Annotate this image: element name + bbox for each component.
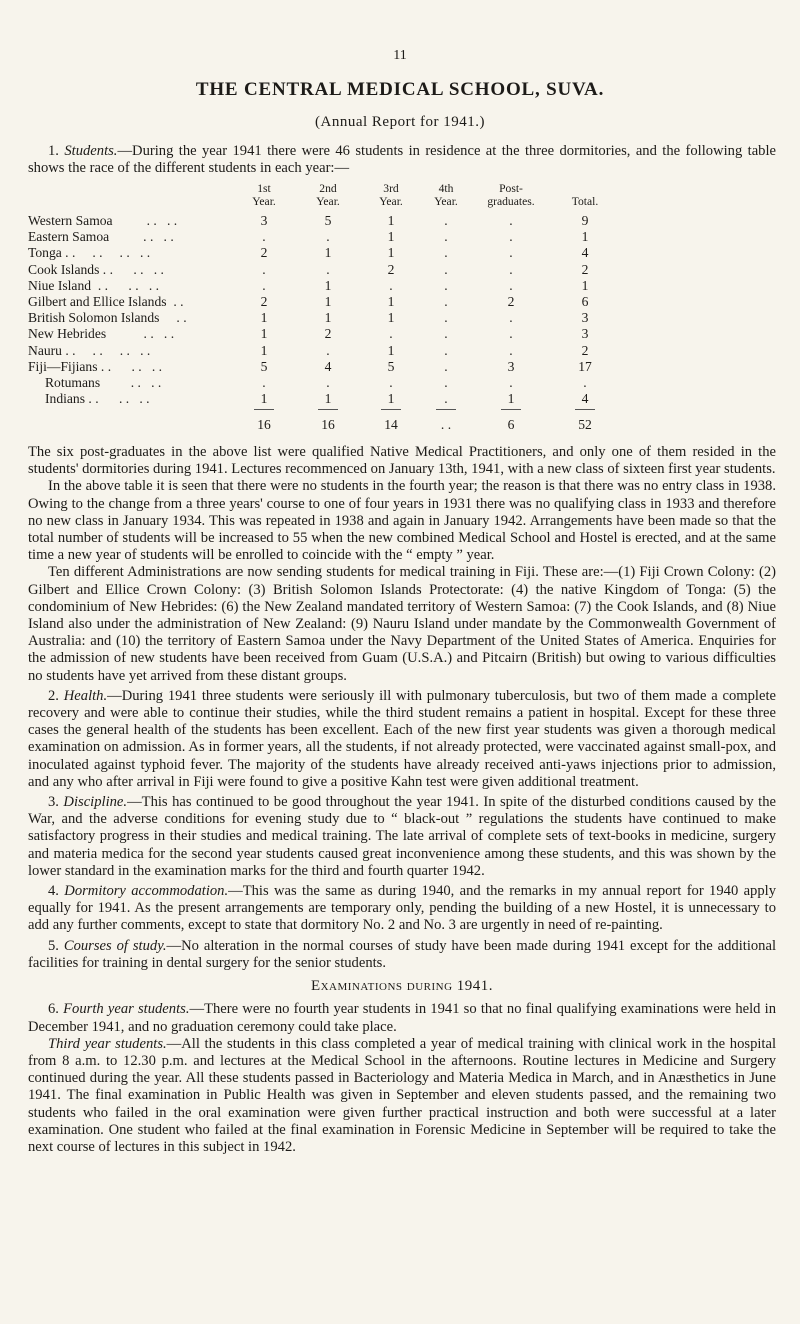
table-cell: 6 (581, 294, 589, 309)
table-cell: 2 (581, 342, 589, 358)
table-header-line (561, 182, 609, 195)
section-number: 6. (48, 1001, 64, 1018)
paragraph-text: —All the students in this class completed a year of medical training with clinical work in the hospital from 8 a.m. to 12.30 p.m. and lectures at the Medical School in the afternoons. Routine lectures in Medicine and Surgery continued during the year. All these students passed in Bacteriology and Materia Medica in March, and in Anæsthetics in June 1941. The final examination in Public Health was given in September and eleven students passed, and the remaining two students who failed in the oral examination were given further practical instruction and both were successful at a later examination. One student who failed at the final examination in Forensic Medicine in September will be required to take the next course of lectures in this subject in 1942. (28, 1035, 777, 1155)
table-cell: . (509, 277, 513, 293)
table-total-rule (501, 409, 521, 410)
table-cell: 1 (507, 391, 515, 407)
table-row (28, 391, 776, 408)
paragraph (28, 938, 776, 972)
table-header-line: 1st (257, 182, 271, 195)
section-heading: Dormitory accommodation. (64, 883, 229, 900)
intro-heading: Students. (64, 143, 118, 159)
table-cell: 3 (507, 358, 515, 374)
section-number: 2. (48, 687, 64, 704)
table-cell: 1 (324, 391, 332, 407)
table-cell: . (583, 375, 587, 390)
table-cell: 4 (324, 358, 332, 374)
section-number: 3. (48, 794, 64, 811)
paragraph (28, 883, 776, 935)
table-cell: 1 (324, 310, 332, 326)
table-cell: 1 (260, 326, 268, 342)
table-row (28, 229, 776, 246)
table-header-line: 4th (438, 182, 454, 195)
table-cell: . (444, 326, 448, 342)
table-cell: 1 (581, 229, 589, 245)
table-cell: 1 (324, 294, 332, 309)
table-row-label: Rotumans . . . . (28, 375, 162, 390)
table-cell: . (262, 261, 266, 277)
section-heading: Discipline. (63, 794, 128, 811)
table-row-label: Fiji—Fijians . . . . . . (28, 358, 163, 374)
table-row-label: Indians . . . . . . (28, 391, 150, 407)
table-row (28, 278, 776, 295)
table-total-rule (436, 409, 456, 410)
section-heading: Health. (63, 687, 108, 704)
exam-heading: Examinations during 1941. (310, 978, 494, 995)
page-number: 11 (393, 48, 407, 63)
table-header (561, 182, 609, 208)
table-cell: 1 (324, 277, 332, 293)
table-cell: . (509, 310, 513, 326)
table-cell: . (389, 375, 393, 390)
table-row (28, 245, 776, 262)
table-header-line: Post- (499, 182, 523, 195)
table-header (480, 182, 542, 208)
table-header-line: Total. (571, 195, 599, 208)
table-header-line: 2nd (319, 182, 337, 195)
table-row (28, 310, 776, 327)
table-header (426, 182, 466, 208)
table-cell: 1 (387, 310, 395, 326)
table-cell: . (326, 229, 330, 245)
table-row-label: Tonga . . . . . . . . (28, 245, 151, 261)
table-cell: . (326, 261, 330, 277)
table-row-label: Cook Islands . . . . . . (28, 261, 164, 277)
table-total-rule (318, 409, 338, 410)
paragraph (28, 688, 776, 791)
table-cell: . (389, 277, 393, 293)
table-cell: . (444, 342, 448, 358)
table-cell: 2 (507, 294, 515, 309)
table-cell: . (444, 245, 448, 261)
table-row (28, 326, 776, 343)
table-cell: 3 (581, 310, 589, 326)
table-cell: 4 (581, 391, 589, 407)
table-header-line: Year. (316, 195, 340, 208)
body-text (28, 444, 776, 1156)
table-total-rule (254, 409, 274, 410)
table-cell: 1 (387, 391, 395, 407)
table-row (28, 359, 776, 376)
table-header (244, 182, 284, 208)
table-header-line: graduates. (487, 195, 535, 208)
section-heading: Courses of study. (63, 937, 167, 954)
table-cell: 1 (387, 229, 395, 245)
table-cell: 1 (387, 213, 395, 228)
paragraph-text: In the above table it is seen that there were no students in the fourth year; the reason is that there was no entry class in 1938. Owing to the change from a three years' course to one of four years in 1931 there was no qualifying class in 1933 and therefore no new class in January 1934. This was repeated in 1938 and again in January 1942. Arrangements have been made so that the total number of students will be increased to 55 when the new combined Medical School and Hostel is erected, and at the same time a new year of students will be enrolled to coincide with the “ empty ” year. (28, 478, 776, 564)
table-cell: . (509, 326, 513, 342)
table-cell: 1 (260, 310, 268, 326)
paragraph-text: The six post-graduates in the above list were qualified Native Medical Practitioners, and only one of them resided in the students' dormitories during 1941. Lectures recommenced on January 13th, 1941, with a new class of sixteen first year students. (28, 444, 776, 478)
table-cell: . (389, 326, 393, 342)
table-cell: . (262, 229, 266, 245)
table-header-line: Year. (434, 195, 458, 208)
table-cell: . (326, 342, 330, 358)
paragraph-text: —There were no fourth year students in 1941 so that no final qualifying examinations were held in December 1941, and no graduation ceremony could take place. (28, 1001, 776, 1035)
table-cell: . (509, 261, 513, 277)
report-title: THE CENTRAL MEDICAL SCHOOL, SUVA. (195, 79, 605, 100)
paragraph (28, 564, 776, 684)
table-totals-row (28, 417, 776, 434)
table-cell: 5 (324, 213, 332, 228)
table-cell: . (326, 375, 330, 390)
table-cell: . (444, 310, 448, 326)
section-heading: Fourth year students. (63, 1001, 190, 1018)
table-row-label: Gilbert and Ellice Islands . . (28, 294, 184, 309)
table-row (28, 262, 776, 279)
paragraph (28, 1001, 776, 1035)
table-header-line: Year. (379, 195, 403, 208)
paragraph (28, 1036, 776, 1156)
table-cell: . (444, 277, 448, 293)
table-cell: . (509, 213, 513, 228)
table-cell: . (509, 375, 513, 390)
paragraph (28, 478, 776, 564)
table-header (308, 182, 348, 208)
table-row (28, 213, 776, 230)
table-cell: 2 (581, 261, 589, 277)
table-cell: 2 (260, 245, 268, 261)
intro-text: —During the year 1941 there were 46 students in residence at the three dormitories, and the following table shows the race of the different students in each year:— (28, 143, 776, 176)
table-cell: 5 (260, 358, 268, 374)
paragraph-text: —This has continued to be good throughout the year 1941. In spite of the disturbed conditions caused by the War, and the adverse conditions for evening study due to “ black-out ” regulations the students have continued to make satisfactory progress in their studies and medical training. The late arrival of complete sets of text-books in medicine, surgery and materia medica for the second year students caused great inconvenience among these students, and this was shown by the lower standard in the examination marks for the third and fourth quarter 1942. (28, 794, 777, 879)
table-cell: 1 (260, 391, 268, 407)
table-total-rule (575, 409, 595, 410)
paragraph (28, 444, 776, 478)
paragraph-text: —No alteration in the normal courses of study have been made during 1941 except for the additional facilities for training in dental surgery for the senior students. (28, 937, 776, 971)
intro-paragraph (28, 143, 776, 177)
table-header (371, 182, 411, 208)
section-number: 5. (48, 937, 64, 954)
table-cell: 5 (387, 358, 395, 374)
table-header-line: Year. (252, 195, 276, 208)
table-row-label: Nauru . . . . . . . . (28, 342, 151, 358)
table-cell: . (444, 375, 448, 390)
table-cell: 1 (324, 245, 332, 261)
table-cell: . (444, 358, 448, 374)
table-row (28, 343, 776, 360)
section-number: 4. (48, 883, 65, 900)
table-total-cell: 6 (507, 417, 515, 433)
table-row (28, 375, 776, 392)
table-total-cell: 16 (257, 417, 271, 433)
table-cell: . (444, 391, 448, 407)
table-total-rule (381, 409, 401, 410)
table-row-label: Western Samoa . . . . (28, 213, 178, 228)
table-cell: . (444, 294, 448, 309)
table-cell: . (509, 245, 513, 261)
table-cell: 9 (581, 213, 589, 228)
table-total-cell: 16 (321, 417, 335, 433)
table-cell: 4 (581, 245, 589, 261)
table-cell: 1 (387, 342, 395, 358)
table-cell: . (444, 261, 448, 277)
table-total-cell: 52 (578, 417, 592, 433)
table-cell: . (262, 277, 266, 293)
table-cell: 1 (387, 245, 395, 261)
table-row (28, 294, 776, 311)
intro-number: 1. (48, 143, 65, 159)
table-row-label: Eastern Samoa . . . . (28, 229, 174, 245)
table-row-label: New Hebrides . . . . (28, 326, 175, 342)
table-cell: . (509, 342, 513, 358)
table-cell: 1 (387, 294, 395, 309)
paragraph-text: Ten different Administrations are now sending students for medical training in Fiji. These are:—(1) Fiji Crown Colony: (2) Gilbert and Ellice Crown Colony: (3) British Solomon Islands Protectorate: (4) the native Kingdom of Tonga: (5) the condominium of New Hebrides: (6) the New Zealand mandated territory of Western Samoa: (7) the Cook Islands, and (8) Niue Island also under the administration of New Zealand: (9) Nauru Island under mandate by the Commonwealth Government of Australia: and (10) the territory of Eastern Samoa under the Navy Department of the United States of America. Enquiries for the admission of new students have been received from Guam (U.S.A.) and Pitcairn (British) but owing to various difficulties no students have yet arrived from these distant groups. (28, 564, 776, 684)
paragraph (28, 794, 776, 880)
table-total-cell: 14 (384, 417, 398, 433)
paragraph-text: —This was the same as during 1940, and the remarks in my annual report for 1940 apply equally for 1941. As the present arrangements are temporary only, pending the building of a new Hostel, it is unnecessary to add any further comments, except to state that dormitory No. 2 and No. 3 are urgently in need of re-painting. (28, 883, 777, 934)
table-cell: 17 (578, 358, 592, 374)
table-cell: 2 (260, 294, 268, 309)
section-heading: Third year students. (48, 1035, 167, 1052)
table-cell: 2 (387, 261, 395, 277)
table-cell: 2 (324, 326, 332, 342)
table-cell: . (509, 229, 513, 245)
table-cell: . (444, 229, 448, 245)
table-cell: . (444, 213, 448, 228)
paragraph-text: —During 1941 three students were seriously ill with pulmonary tuberculosis, but two of them made a complete recovery and were able to continue their studies, while the third student remains a patient in hospital. Except for these three cases the general health of the students has been excellent. Each of the new first year students was given a thorough medical examination on admission. As in former years, all the students, if not already protected, were vaccinated against small-pox, and inoculated against typhoid fever. The majority of the students have already received anti-yaws injections prior to admission, and any who after arrival in Fiji were found to give a positive Kahn test were given additional treatment. (28, 687, 776, 790)
report-subtitle: (Annual Report for 1941.) (315, 114, 485, 130)
table-header-line: 3rd (383, 182, 399, 195)
table-row-label: British Solomon Islands . . (28, 310, 187, 326)
table-cell: 1 (260, 342, 268, 358)
table-row-label: Niue Island . . . . . . (28, 277, 160, 293)
table-cell: . (262, 375, 266, 390)
table-cell: 3 (260, 213, 268, 228)
table-cell: 3 (581, 326, 589, 342)
table-total-cell: . . (440, 417, 452, 433)
table-cell: 1 (581, 277, 589, 293)
